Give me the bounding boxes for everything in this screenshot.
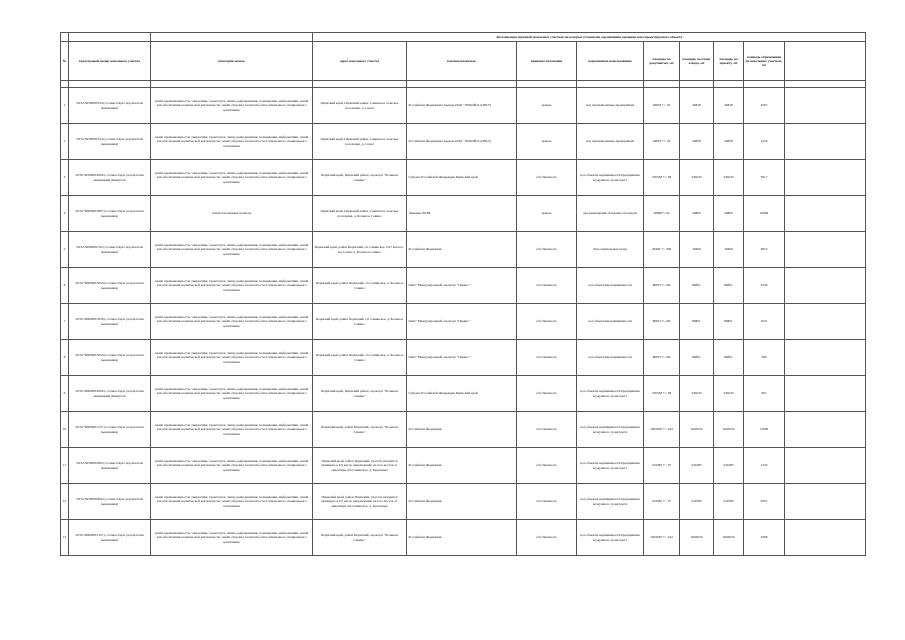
cell-proj-area: 234385 [714,448,744,484]
spacer-row [61,81,866,88]
cell-legal: собственность [517,268,577,304]
cell-address: Пермский край, Пермский район, Савинское сельское поселение, п. Сокол [313,88,407,124]
table-row [61,268,866,304]
cell-use: под промышленные предприятия [577,88,644,124]
table-row [61,484,866,520]
header-row [61,42,866,81]
cell-doc-area: 29460 +/- 300 [644,232,680,268]
cell-cadastral: 59:32:3950008:2000 (соответствует результатам межевания) Движутая [69,160,151,196]
cell-legal: собственность [517,484,577,520]
cell-legal: собственность [517,376,577,412]
cell-legal: собственность [517,448,577,484]
cell-use: под объекты недвижимости предприятия воздушного транспорта [577,448,644,484]
col-header-address: адрес земельного участка [313,42,407,81]
cell-blank [785,196,866,232]
land-parcels-table [60,32,866,556]
cell-address: Пермский край, Пермский район, аэропорт "Большое Савино" [313,160,407,196]
cell-category: земли промышленности, энергетики, транспорта, связи, радиовещания, телевидения, информатики, земли для обеспечения космической деятельности, земли обороны, безопасности и земли иного специального назначения [151,268,313,304]
col-header-category: категория земель [151,42,313,81]
cell-blank [785,304,866,340]
cell-category: земли промышленности, энергетики, транспорта, связи, радиовещания, телевидения, информатики, земли для обеспечения космической деятельности, земли обороны, безопасности и земли иного специального назначения [151,448,313,484]
cell-proj-area: 46800 [714,196,744,232]
cell-user: Российская Федерация (Аренда ООО "ЛУКОЙЛ-АЭРО") [407,124,517,160]
cell-address: Пермский край, район Пермский, аэропорт "Большое Савино" [313,412,407,448]
cell-category: земли населенных пунктов [151,196,313,232]
cell-enc-area: 4586 [744,520,785,556]
cell-user: ОАО "Международный аэропорт "Пермь"" [407,268,517,304]
cell-number: 6 [61,268,69,304]
cell-cadastral: 59:32:3990008:1527 (соответствует результатам межевания) [69,412,151,448]
table-row [61,448,866,484]
cell-blank [785,520,866,556]
cell-cadastral: 59:32:3950008:554 (соответствует результатам межевания) [69,88,151,124]
cell-plan-area: 1603030 [680,520,714,556]
cell-enc-area: 5817 [744,160,785,196]
col-header-plan-area: площадь по плану отвода, м2 [680,42,714,81]
cell-category: земли промышленности, энергетики, транспорта, связи, радиовещания, телевидения, информатики, земли для обеспечения космической деятельности, земли обороны, безопасности и земли иного специального назначения [151,376,313,412]
cell-blank [785,88,866,124]
cell-blank [785,232,866,268]
cell-address: Пермский край, район Пермский, с/п Савинское, д. Большое Савино [313,304,407,340]
cell-enc-area: 1350 [744,448,785,484]
cell-legal: собственность [517,340,577,376]
cell-category: земли промышленности, энергетики, транспорта, связи, радиовещания, телевидения, информатики, земли для обеспечения космической деятельности, земли обороны, безопасности и земли иного специального назначения [151,412,313,448]
cell-category: земли промышленности, энергетики, транспорта, связи, радиовещания, телевидения, информатики, земли для обеспечения космической деятельности, земли обороны, безопасности и земли иного специального назначения [151,304,313,340]
cell-number: 13 [61,520,69,556]
cell-address: Пермский край, район Пермский, участок находится примерно в 6 0 км по направлению на юго-восток от ориентира п/и Савинское, д. Кропачево [313,448,407,484]
cell-legal: собственность [517,232,577,268]
cell-proj-area: 234385 [714,484,744,520]
table-caption: Экспликация перечней земельных участков на которые установлен ограничения охранная зона проектируемого объекта [313,33,866,42]
cell-proj-area: 80821 [714,340,744,376]
cell-plan-area: 234385 [680,484,714,520]
cell-blank [785,376,866,412]
cell-enc-area: 4872 [744,232,785,268]
cell-blank [785,124,866,160]
cell-doc-area: 1603030 +/- 443 [644,412,680,448]
col-header-use: разрешенное использование [577,42,644,81]
cell-address: Пермский край, район Пермский, участок находится примерно в 6 0 км по направлению на юго-восток от ориентира п/и Савинское, д. Кропачево [313,484,407,520]
cell-proj-area: 1603030 [714,520,744,556]
col-header-blank [785,42,866,81]
cell-number: 3 [61,160,69,196]
col-header-cadastral: кадастровый номер земельного участка [69,42,151,81]
cell-proj-area: 29460 [714,232,744,268]
table-row [61,160,866,196]
cell-user: Дошенко Ю.Ю. [407,196,517,232]
cell-category: земли промышленности, энергетики, транспорта, связи, радиовещания, телевидения, информатики, земли для обеспечения космической деятельности, земли обороны, безопасности и земли иного специального назначения [151,484,313,520]
table-row [61,304,866,340]
caption-row [61,33,866,42]
cell-plan-area: 29460 [680,232,714,268]
cell-use: под объекты недвижимости предприятия воздушного транспорта [577,520,644,556]
cell-doc-area: 49818 +/- 50 [644,124,680,160]
cell-legal: аренда [517,196,577,232]
table-row [61,88,866,124]
cell-enc-area: 566 [744,340,785,376]
cell-enc-area: 1931 [744,304,785,340]
cell-category: земли промышленности, энергетики, транспорта, связи, радиовещания, телевидения, информатики, земли для обеспечения космической деятельности, земли обороны, безопасности и земли иного специального назначения [151,232,313,268]
col-header-enc-area: площадь обременения на земельных участках, м2 [744,42,785,81]
cell-address: Пермский край, район Пермский, аэропорт "Большое Савино" [313,520,407,556]
cell-number: 2 [61,124,69,160]
cell-blank [785,160,866,196]
cell-legal: собственность [517,412,577,448]
cell-use: Для специальных нужд [577,232,644,268]
cell-use: под объекты недвижимости предприятия воздушного транспорта [577,376,644,412]
cell-address: Пермский край, Пермский район, Савинское сельское поселение, п. Сокол [313,124,407,160]
table-row [61,340,866,376]
cell-use: для размещения складских площадок [577,196,644,232]
cell-use: под объектами недвижимости [577,304,644,340]
cell-proj-area: 330543 [714,376,744,412]
cell-enc-area: 9567 [744,484,785,520]
cell-proj-area: 80821 [714,268,744,304]
cell-legal: аренда [517,124,577,160]
cell-number: 5 [61,232,69,268]
cell-legal: собственность [517,160,577,196]
cell-doc-area: 46800+/-50 [644,196,680,232]
cell-proj-area: 49818 [714,124,744,160]
cell-cadastral: 59:32:3990008:2000 (соответствует результатам межевания) Движутая [69,376,151,412]
cell-address: Пермский край, район Пермский, с/п Савинское, д. Большое Савино [313,340,407,376]
cell-use: под объекты недвижимости предприятия воздушного транспорта [577,412,644,448]
cell-plan-area: 330543 [680,376,714,412]
cell-plan-area: 330543 [680,160,714,196]
cell-user: Российская Федерация (Аренда ООО "ЛУКОЙЛ-АЭРО") [407,88,517,124]
cell-user: Российская Федерация [407,412,517,448]
table-row [61,520,866,556]
col-header-legal: правовое положение [517,42,577,81]
cell-category: земли промышленности, энергетики, транспорта, связи, радиовещания, телевидения, информатики, земли для обеспечения космической деятельности, земли обороны, безопасности и земли иного специального назначения [151,340,313,376]
table-row [61,412,866,448]
cell-plan-area: 1603030 [680,412,714,448]
cell-plan-area: 49818 [680,88,714,124]
cell-address: Пермский край, Пермский район, аэропорт "Большое Савино" [313,376,407,412]
cell-number: 12 [61,484,69,520]
cell-number: 7 [61,304,69,340]
cell-plan-area: 234385 [680,448,714,484]
cell-category: земли промышленности, энергетики, транспорта, связи, радиовещания, телевидения, информатики, земли для обеспечения космической деятельности, земли обороны, безопасности и земли иного специального назначения [151,124,313,160]
cell-user: ОАО "Международный аэропорт "Пермь"" [407,304,517,340]
table-row [61,196,866,232]
cell-category: земли промышленности, энергетики, транспорта, связи, радиовещания, телевидения, информатики, земли для обеспечения космической деятельности, земли обороны, безопасности и земли иного специального назначения [151,88,313,124]
cell-enc-area: 601 [744,376,785,412]
cell-cadastral: 59:32:3990008:3056 (соответствует результатам межевания) [69,340,151,376]
cell-cadastral: 59:32:3950008:554 (соответствует результатам межевания) [69,124,151,160]
cell-user: ОАО "Международный аэропорт "Пермь"" [407,340,517,376]
cell-doc-area: 80821+/-100 [644,304,680,340]
cell-category: земли промышленности, энергетики, транспорта, связи, радиовещания, телевидения, информатики, земли для обеспечения космической деятельности, земли обороны, безопасности и земли иного специального назначения [151,520,313,556]
cell-address: Пермский край, район Пермский, с/п Савинское, 0,47 км юго-восточнее д. Большое Савино [313,232,407,268]
cell-use: под объектами недвижимости [577,268,644,304]
cell-cadastral: 59:32:3950008:609 (соответствует результатам межевания) [69,484,151,520]
cell-cadastral: 59:32:3990008:1527 (соответствует результатам межевания) [69,520,151,556]
cell-doc-area: 234385 +/- 97 [644,484,680,520]
table-row [61,232,866,268]
col-header-user: землепользователь [407,42,517,81]
cell-user: Российская Федерация [407,448,517,484]
col-header-number: № [61,42,69,81]
cell-address: Пермский край, Пермский район, Савинское сельское поселение, д. Большое Савино [313,196,407,232]
cell-plan-area: 46800 [680,196,714,232]
cell-enc-area: 16009 [744,196,785,232]
cell-legal: аренда [517,88,577,124]
cell-number: 11 [61,448,69,484]
cell-enc-area: 1426 [744,124,785,160]
cell-cadastral: 59:32:3950008:600 (соответствует результатам межевания) [69,448,151,484]
cell-doc-area: 330538 +/- 58 [644,160,680,196]
table-body [61,88,866,556]
cell-plan-area: 80821 [680,304,714,340]
cell-doc-area: 234385 +/- 97 [644,448,680,484]
cell-blank [785,412,866,448]
cell-doc-area: 80821+/-100 [644,268,680,304]
cell-doc-area: 49818 +/- 50 [644,88,680,124]
col-header-proj-area: площадь по проекту, м2 [714,42,744,81]
cell-blank [785,340,866,376]
cell-number: 9 [61,376,69,412]
cell-plan-area: 80821 [680,268,714,304]
cell-blank [785,268,866,304]
cell-cadastral: 59:32:3990008:3056 (соответствует результатам межевания) [69,268,151,304]
cell-use: под объектами недвижимости [577,340,644,376]
cell-category: земли промышленности, энергетики, транспорта, связи, радиовещания, телевидения, информатики, земли для обеспечения космической деятельности, земли обороны, безопасности и земли иного специального назначения [151,160,313,196]
cell-user: Субъект Российской Федерации Пермский край [407,160,517,196]
cell-enc-area: 4567 [744,88,785,124]
cell-use: под промышленные предприятия [577,124,644,160]
cell-number: 4 [61,196,69,232]
cell-cadastral: 59:32:3990008:792 (соответствует результатам межевания) [69,232,151,268]
cell-legal: собственность [517,520,577,556]
table-row [61,376,866,412]
table-row [61,124,866,160]
cell-use: под объекты недвижимости предприятия воздушного транспорта [577,484,644,520]
cell-doc-area: 1603030 +/- 443 [644,520,680,556]
cell-user: Субъект Российской Федерации Пермский край [407,376,517,412]
cell-cadastral: 59:32:3990008:2867 (соответствует результатам межевания) [69,196,151,232]
cell-cadastral: 59:32:3990008:3056 (соответствует результатам межевания) [69,304,151,340]
cell-plan-area: 49818 [680,124,714,160]
cell-proj-area: 49818 [714,88,744,124]
cell-doc-area: 330538 +/- 58 [644,376,680,412]
cell-proj-area: 330543 [714,160,744,196]
cell-enc-area: 15000 [744,412,785,448]
cell-blank [785,484,866,520]
cell-address: Пермский край, район Пермский, с/п Савинское, д. Большое Савино [313,268,407,304]
cell-proj-area: 80821 [714,304,744,340]
cell-blank [785,448,866,484]
cell-doc-area: 80821+/-100 [644,340,680,376]
cell-user: Российская Федерация [407,232,517,268]
cell-proj-area: 1603030 [714,412,744,448]
cell-number: 10 [61,412,69,448]
cell-legal: собственность [517,304,577,340]
cell-number: 1 [61,88,69,124]
cell-enc-area: 2344 [744,268,785,304]
cell-use: под объекты недвижимости предприятия воздушного транспорта [577,160,644,196]
col-header-doc-area: площадь по документам, м2 [644,42,680,81]
cell-user: Российская Федерация [407,484,517,520]
cell-number: 8 [61,340,69,376]
cell-plan-area: 80821 [680,340,714,376]
cell-user: Российская Федерация [407,520,517,556]
